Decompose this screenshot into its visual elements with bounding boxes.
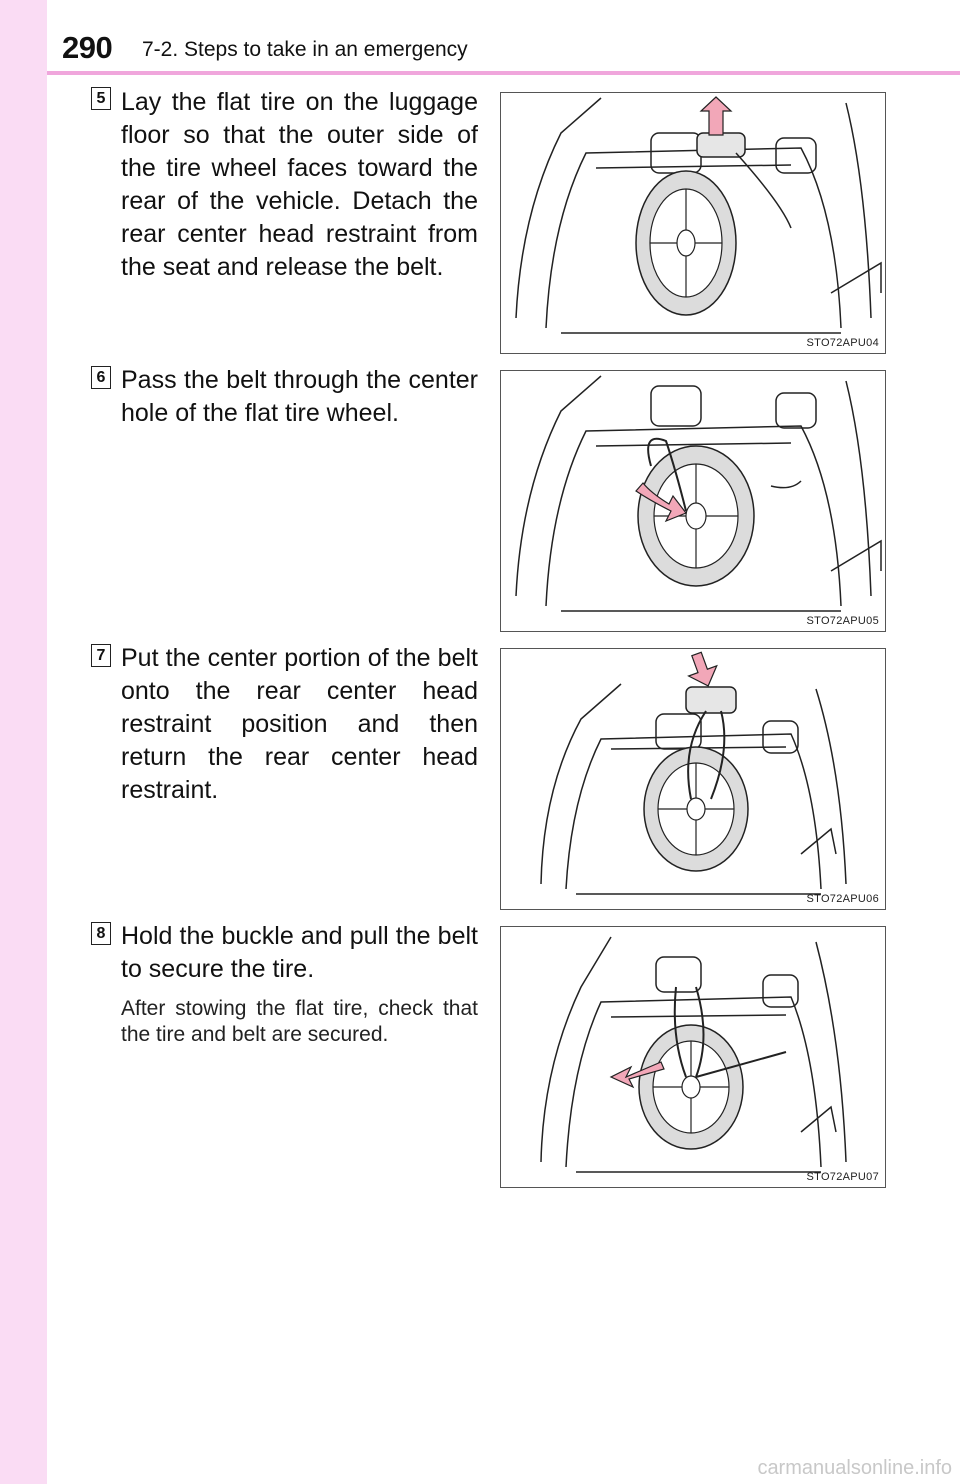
side-color-band [0, 0, 47, 1484]
step-number-badge: 7 [91, 644, 111, 667]
trunk-illustration-icon [501, 927, 886, 1188]
figure-code: STO72APU04 [806, 337, 879, 349]
trunk-illustration-icon [501, 93, 886, 354]
step-instruction-text: Hold the buckle and pull the belt to secure the tire. [121, 922, 478, 983]
step-illustration [500, 370, 886, 632]
step-number-badge: 8 [91, 922, 111, 945]
step-illustration [500, 926, 886, 1188]
step-note-text: After stowing the flat tire, check that the tire and belt are secured. [121, 997, 478, 1046]
trunk-illustration-icon [501, 649, 886, 910]
step-instruction-text: Lay the flat tire on the luggage floor so that the outer side of the tire wheel faces toward the rear of the vehicle. Detach the rear center head restraint from the seat and release the belt. [121, 88, 478, 281]
up-arrow-icon [701, 97, 731, 135]
down-arrow-icon [682, 649, 722, 691]
step-illustration [500, 648, 886, 910]
header-rule [47, 71, 960, 75]
section-title: 7-2. Steps to take in an emergency [142, 38, 468, 61]
step-number-badge: 5 [91, 87, 111, 110]
step-illustration [500, 92, 886, 354]
step-number-badge: 6 [91, 366, 111, 389]
trunk-illustration-icon [501, 371, 886, 632]
figure-code: STO72APU05 [806, 615, 879, 627]
figure-code: STO72APU07 [806, 1171, 879, 1183]
page-number: 290 [62, 30, 113, 65]
figure-code: STO72APU06 [806, 893, 879, 905]
step-instruction-text: Put the center portion of the belt onto the rear center head restraint position and then return the rear center head restraint. [121, 644, 478, 804]
step-instruction-text: Pass the belt through the center hole of the flat tire wheel. [121, 366, 478, 427]
watermark: carmanualsonline.info [757, 1457, 952, 1479]
